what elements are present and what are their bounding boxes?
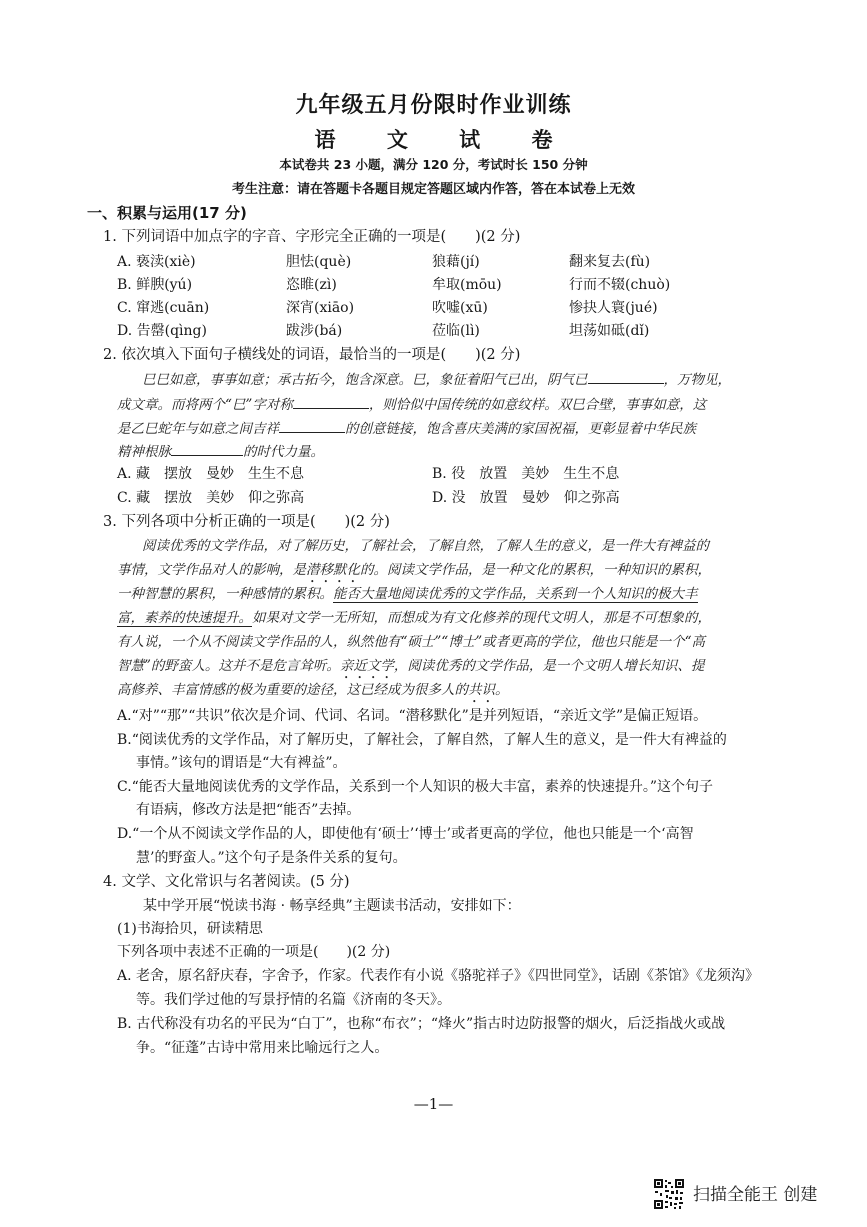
- passage-text: 如果对文学一无所知，而想成为有文化修养的现代文明人，那是不可想象的，: [252, 610, 711, 626]
- q1-option-cell: 胆怯(què): [286, 254, 352, 270]
- question-2-stem: 2. 依次填入下面句子横线处的词语，最恰当的一项是( )(2 分): [103, 347, 521, 363]
- q3-option-c-cont: 有语病，修改方法是把“能否”去掉。: [136, 802, 361, 818]
- q1-option-cell: 行而不辍(chuò): [569, 277, 671, 293]
- passage-text: 的时代力量。: [243, 444, 324, 460]
- q1-option-cell: 莅临(lì): [432, 323, 480, 339]
- q1-option-cell: D. 告罄(qìng): [117, 323, 207, 339]
- q4-intro: 某中学开展“悦读书海 · 畅享经典”主题读书活动，安排如下：: [143, 898, 521, 914]
- dotted-text: 亲近文学: [339, 658, 394, 674]
- passage-text: 巳巳如意，事事如意；承古拓今，饱含深意。巳，象征着阳气已出，阴气已: [142, 372, 588, 388]
- fill-blank: [279, 418, 345, 433]
- q3-passage-line: 有人说，一个从不阅读文学作品的人，纵然他有“硕士”“博士”或者更高的学位，他也只能是一个“高: [117, 634, 706, 650]
- q2-passage-line: [142, 368, 731, 392]
- q2-option-b: B. 役 放置 美妙 生生不息: [432, 466, 620, 482]
- question-1-stem: 1. 下列词语中加点字的字音、字形完全正确的一项是( )(2 分): [103, 229, 521, 245]
- passage-text: ，则恰似中国传统的如意纹样。双巳合壁，事事如意，这: [368, 397, 707, 413]
- dotted-text: 潜移默化: [306, 562, 360, 578]
- q2-option-c: C. 藏 摆放 美妙 仰之弥高: [117, 490, 305, 506]
- q3-passage-line: [117, 582, 698, 606]
- q2-passage-line: [117, 393, 706, 417]
- q4-option-a: A. 老舍，原名舒庆春，字舍予，作家。代表作有小说《骆驼祥子》《四世同堂》，话剧《茶馆》《龙须沟》: [117, 968, 760, 984]
- q1-option-cell: A. 亵渎(xiè): [117, 254, 196, 270]
- q1-option-cell: 翻来复去(fù): [569, 254, 651, 270]
- passage-text: 成文章。而将两个“巳”字对称: [117, 397, 293, 413]
- q3-option-b-cont: 事情。”该句的谓语是“大有裨益”。: [136, 755, 347, 771]
- passage-text: 是乙巳蛇年与如意之间吉祥: [117, 421, 279, 437]
- q2-passage-line: [117, 440, 324, 464]
- q3-option-a: A.“对”“那”“共识”依次是介词、代词、名词。“潜移默化”是并列短语，“亲近文学”是偏正短语。: [117, 708, 708, 724]
- passage-text: ，阅读优秀的文学作品，是一个文明人增长知识、提: [393, 658, 705, 674]
- q2-option-d: D. 没 放置 曼妙 仰之弥高: [432, 490, 620, 506]
- q1-option-cell: C. 窜逃(cuān): [117, 300, 210, 316]
- dotted-text: 共识: [468, 682, 495, 698]
- exam-notice: 考生注意：请在答题卡各题目规定答题区域内作答，答在本试卷上无效: [231, 182, 635, 197]
- q4-option-a-cont: 等。我们学过他的写景抒情的名篇《济南的冬天》。: [136, 992, 451, 1008]
- q1-option-cell: 牟取(mōu): [432, 277, 502, 293]
- q1-option-cell: 吹嘘(xū): [432, 300, 488, 316]
- passage-text: 高修养、丰富情感的极为重要的途径，这已经成为很多人的: [117, 682, 468, 698]
- q4-subheading: (1)书海拾贝，研读精思: [117, 921, 263, 937]
- q4-ask: 下列各项中表述不正确的一项是( )(2 分): [117, 944, 391, 960]
- fill-blank: [588, 369, 664, 384]
- passage-text: 的。阅读文学作品，是一种文化的累积，一种知识的累积，: [360, 562, 711, 578]
- page-number: —1—: [413, 1095, 454, 1113]
- fill-blank: [171, 441, 243, 456]
- passage-text: 的创意链接，饱含喜庆美满的家国祝福，更彰显着中华民族: [345, 421, 696, 437]
- passage-text: 一种智慧的累积，一种感情的累积。: [117, 586, 333, 602]
- passage-text: ，万物见，: [663, 372, 731, 388]
- passage-text: 。: [495, 682, 509, 698]
- q3-passage-line: [117, 606, 711, 630]
- q1-option-cell: 恣睢(zì): [286, 277, 337, 293]
- underlined-sentence: 富，素养的快速提升。: [117, 610, 252, 626]
- qr-code-icon: [653, 1178, 685, 1210]
- q1-option-cell: B. 鲜腴(yú): [117, 277, 193, 293]
- paper-subtitle: 语 文 试 卷: [314, 128, 575, 152]
- q1-option-cell: 深宵(xiāo): [286, 300, 355, 316]
- exam-info: 本试卷共 23 小题，满分 120 分，考试时长 150 分钟: [279, 157, 588, 172]
- q1-option-cell: 惨抉人寰(jué): [569, 300, 658, 316]
- passage-text: 精神根脉: [117, 444, 171, 460]
- question-3-stem: 3. 下列各项中分析正确的一项是( )(2 分): [103, 514, 390, 530]
- q3-passage-line: 阅读优秀的文学作品，对了解历史，了解社会，了解自然，了解人生的意义，是一件大有裨益的: [142, 538, 709, 554]
- question-4-stem: 4. 文学、文化常识与名著阅读。(5 分): [103, 874, 350, 890]
- page-title: 九年级五月份限时作业训练: [295, 93, 572, 118]
- q1-option-cell: 狼藉(jí): [432, 254, 480, 270]
- q1-option-cell: 坦荡如砥(dǐ): [569, 323, 650, 339]
- q2-passage-line: [117, 417, 696, 441]
- q2-option-a: A. 藏 摆放 曼妙 生生不息: [117, 466, 305, 482]
- fill-blank: [293, 394, 369, 409]
- scanner-watermark: 扫描全能王 创建: [693, 1185, 818, 1205]
- q3-option-c: C.“能否大量地阅读优秀的文学作品，关系到一个人知识的极大丰富，素养的快速提升。”这个句子: [117, 779, 713, 795]
- underlined-sentence: 能否大量地阅读优秀的文学作品，关系到一个人知识的极大丰: [333, 586, 698, 602]
- q3-option-b: B.“阅读优秀的文学作品，对了解历史，了解社会，了解自然，了解人生的意义，是一件大有裨益的: [117, 732, 727, 748]
- q4-option-b: B. 古代称没有功名的平民为“白丁”，也称“布衣”；“烽火”指古时边防报警的烟火，后泛指战火或战: [117, 1016, 726, 1032]
- passage-text: 事情，文学作品对人的影响，是: [117, 562, 306, 578]
- section-heading: 一、积累与运用(17 分): [87, 204, 247, 222]
- q1-option-cell: 跋涉(bá): [286, 323, 343, 339]
- q3-option-d-cont: 慧’的野蛮人。”这个句子是条件关系的复句。: [136, 850, 407, 866]
- q4-option-b-cont: 争。“征蓬”古诗中常用来比喻远行之人。: [136, 1040, 389, 1056]
- q3-passage-line: [117, 678, 509, 706]
- q3-option-d: D.“一个从不阅读文学作品的人，即使他有‘硕士’‘博士’或者更高的学位，他也只能是一个‘高智: [117, 826, 694, 842]
- passage-text: 智慧”的野蛮人。这并不是危言耸听。: [117, 658, 340, 674]
